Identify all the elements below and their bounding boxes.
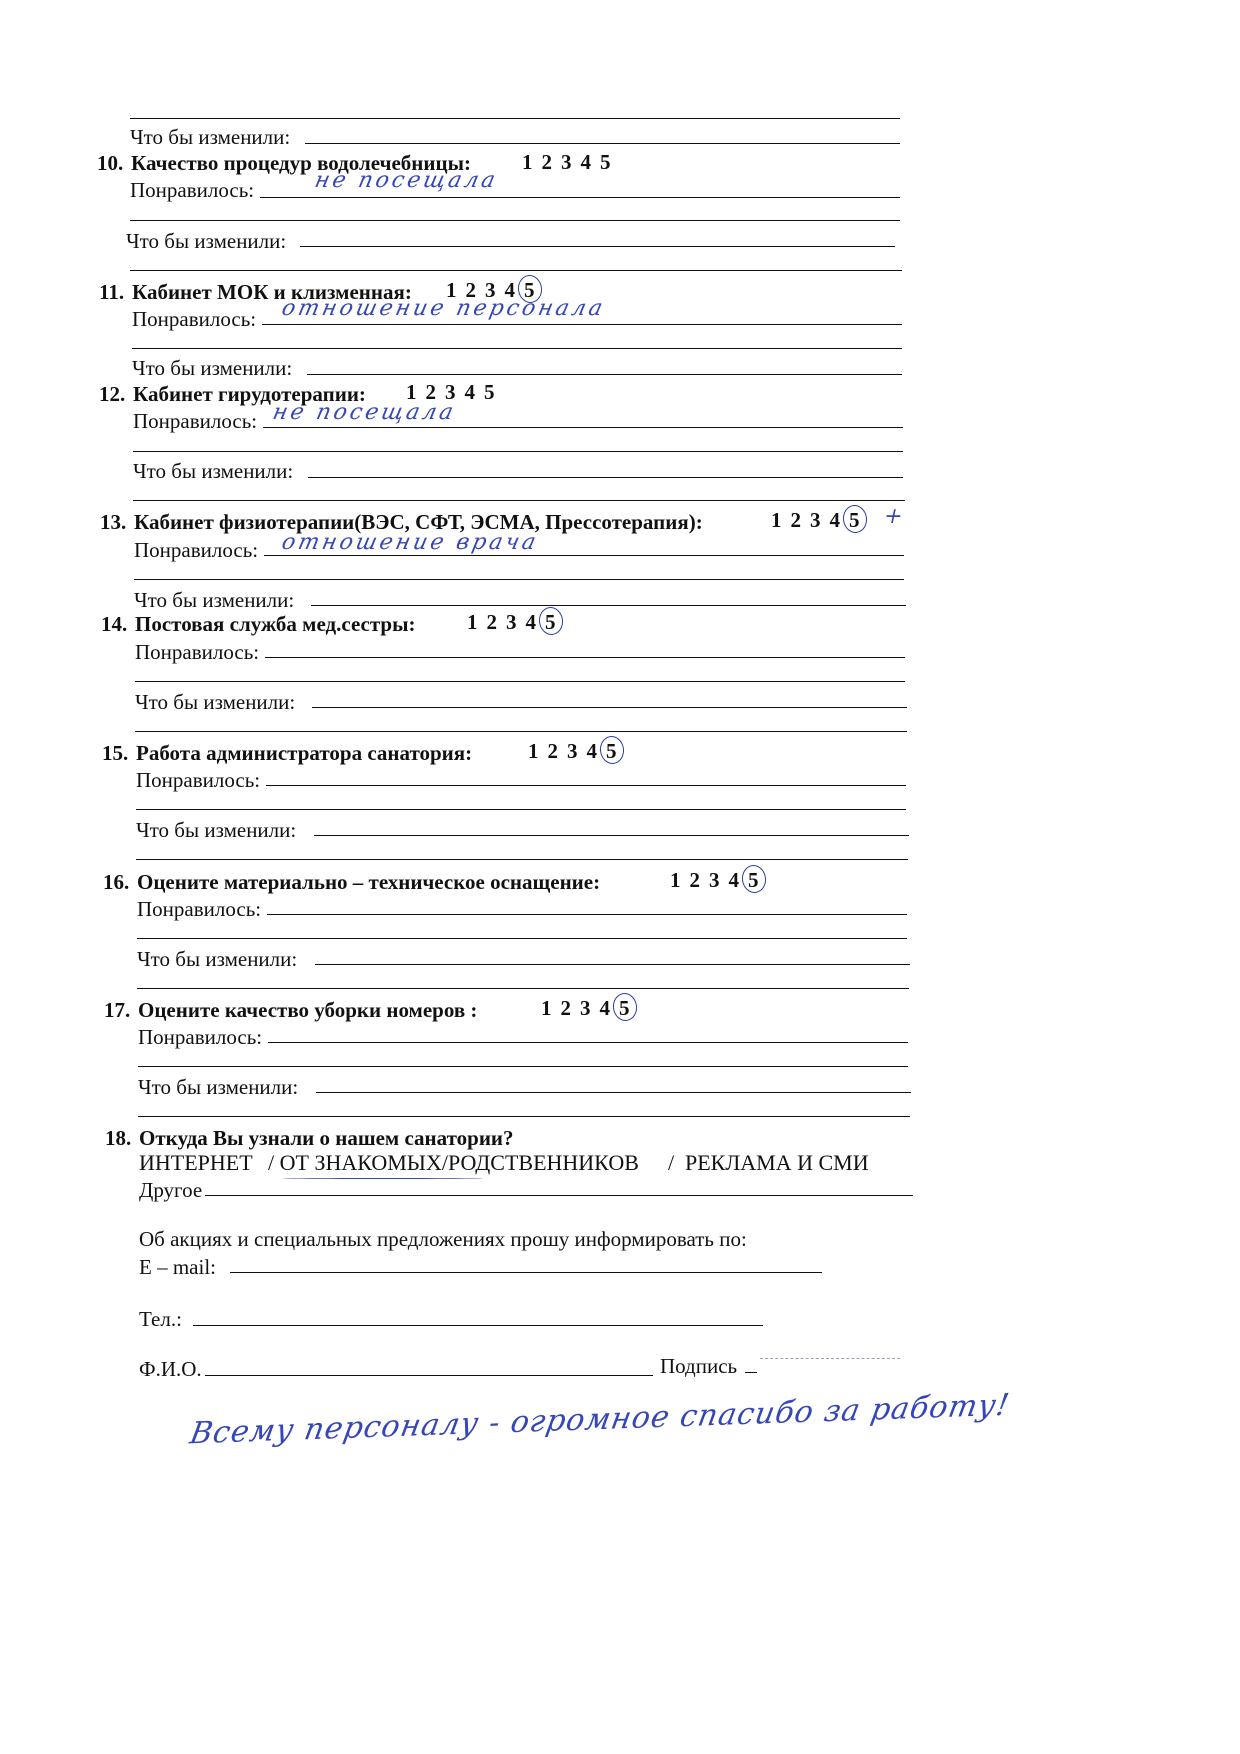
rating-5-selected[interactable]: 5 xyxy=(524,278,535,302)
rating-4[interactable]: 4 xyxy=(504,278,515,302)
rating-4[interactable]: 4 xyxy=(580,150,591,174)
plus-mark: + xyxy=(881,504,906,529)
liked-line[interactable] xyxy=(260,197,900,198)
option-separator: / xyxy=(668,1150,675,1175)
answer-line[interactable] xyxy=(130,118,900,119)
rating-scale[interactable] xyxy=(670,870,768,891)
rating-1[interactable]: 1 xyxy=(541,996,552,1020)
rating-4[interactable]: 4 xyxy=(586,739,597,763)
selected-option-underline xyxy=(283,1178,483,1179)
question-title: Работа администратора санатория: xyxy=(136,741,473,765)
rating-2[interactable]: 2 xyxy=(689,868,700,892)
answer-line[interactable] xyxy=(130,270,902,271)
email-line[interactable] xyxy=(230,1272,822,1273)
question-number: 12. xyxy=(99,382,126,406)
rating-1[interactable]: 1 xyxy=(406,380,417,404)
rating-2[interactable]: 2 xyxy=(547,739,558,763)
rating-4[interactable]: 4 xyxy=(599,996,610,1020)
change-line[interactable] xyxy=(307,374,902,375)
change-line[interactable] xyxy=(311,605,906,606)
change-label: Что бы изменили: xyxy=(133,459,294,483)
question-title: Откуда Вы узнали о нашем санатории? xyxy=(139,1126,514,1150)
other-label: Другое xyxy=(139,1178,203,1202)
rating-1[interactable]: 1 xyxy=(467,610,478,634)
rating-2[interactable]: 2 xyxy=(541,150,552,174)
promo-text: Об акциях и специальных предложениях прошу информировать по: xyxy=(139,1227,747,1251)
liked-label: Понравилось: xyxy=(138,1025,263,1049)
change-label: Что бы изменили: xyxy=(136,818,297,842)
rating-2[interactable]: 2 xyxy=(465,278,476,302)
rating-5-selected[interactable]: 5 xyxy=(545,610,556,634)
answer-line[interactable] xyxy=(134,579,904,580)
rating-5[interactable]: 5 xyxy=(600,150,611,174)
answer-line[interactable] xyxy=(136,859,908,860)
change-label: Что бы изменили: xyxy=(132,356,293,380)
rating-3[interactable]: 3 xyxy=(567,739,578,763)
option-internet[interactable]: ИНТЕРНЕТ xyxy=(139,1150,253,1175)
rating-scale[interactable] xyxy=(771,510,869,531)
change-label: Что бы изменили: xyxy=(126,229,287,253)
change-label: Что бы изменили: xyxy=(138,1075,299,1099)
liked-label: Понравилось: xyxy=(134,538,259,562)
liked-line[interactable] xyxy=(263,427,903,428)
answer-line[interactable] xyxy=(135,731,907,732)
change-line[interactable] xyxy=(312,707,907,708)
question-number: 15. xyxy=(102,741,129,765)
liked-line[interactable] xyxy=(265,657,905,658)
rating-5[interactable]: 5 xyxy=(484,380,495,404)
rating-3[interactable]: 3 xyxy=(445,380,456,404)
rating-1[interactable]: 1 xyxy=(522,150,533,174)
fio-label: Ф.И.О. xyxy=(139,1357,202,1381)
question-title: Кабинет физиотерапии(ВЭС, СФТ, ЭСМА, Прессотерапия): xyxy=(134,510,703,534)
rating-3[interactable]: 3 xyxy=(485,278,496,302)
question-number: 13. xyxy=(100,510,127,534)
rating-2[interactable]: 2 xyxy=(486,610,497,634)
answer-line[interactable] xyxy=(133,451,903,452)
liked-line[interactable] xyxy=(264,555,904,556)
rating-5-selected[interactable]: 5 xyxy=(619,996,630,1020)
question-title: Постовая служба мед.сестры: xyxy=(135,612,416,636)
signature-label: Подпись xyxy=(660,1354,738,1378)
answer-line[interactable] xyxy=(136,809,906,810)
rating-4[interactable]: 4 xyxy=(728,868,739,892)
question-number: 17. xyxy=(104,998,131,1022)
liked-label: Понравилось: xyxy=(132,307,257,331)
rating-3[interactable]: 3 xyxy=(506,610,517,634)
fio-line[interactable] xyxy=(205,1375,653,1376)
liked-label: Понравилось: xyxy=(136,768,261,792)
question-title: Качество процедур водолечебницы: xyxy=(131,151,471,175)
change-line[interactable] xyxy=(305,143,900,144)
answer-line[interactable] xyxy=(133,500,905,501)
change-label: Что бы изменили: xyxy=(137,947,298,971)
question-number: 16. xyxy=(103,870,130,894)
signature-scribble xyxy=(760,1358,900,1369)
change-line[interactable] xyxy=(300,246,895,247)
liked-answer: не посещала xyxy=(270,400,459,425)
liked-label: Понравилось: xyxy=(137,897,262,921)
answer-line[interactable] xyxy=(137,938,907,939)
question-title: Кабинет гирудотерапии: xyxy=(133,382,366,406)
question-title: Оцените качество уборки номеров : xyxy=(138,998,478,1022)
handwritten-comment: Всему персоналу - огромное спасибо за работу! xyxy=(187,1387,1013,1452)
change-label: Что бы изменили: xyxy=(135,690,296,714)
rating-1[interactable]: 1 xyxy=(528,739,539,763)
option-friends-relatives[interactable]: / ОТ ЗНАКОМЫХ/РОДСТВЕННИКОВ xyxy=(268,1150,639,1175)
liked-label: Понравилось: xyxy=(133,409,258,433)
liked-line[interactable] xyxy=(262,324,902,325)
rating-5-selected[interactable]: 5 xyxy=(606,739,617,763)
rating-1[interactable]: 1 xyxy=(446,278,457,302)
change-line[interactable] xyxy=(308,477,903,478)
rating-1[interactable]: 1 xyxy=(670,868,681,892)
email-label: E – mail: xyxy=(139,1255,216,1279)
phone-label: Тел.: xyxy=(139,1307,182,1331)
question-number: 18. xyxy=(105,1126,132,1150)
change-label: Что бы изменили: xyxy=(130,125,291,149)
phone-line[interactable] xyxy=(193,1325,763,1326)
question-number: 10. xyxy=(97,151,124,175)
rating-2[interactable]: 2 xyxy=(425,380,436,404)
liked-line[interactable] xyxy=(267,914,907,915)
answer-line[interactable] xyxy=(130,220,900,221)
change-line[interactable] xyxy=(316,1092,911,1093)
answer-line[interactable] xyxy=(138,1066,908,1067)
rating-5-selected[interactable]: 5 xyxy=(849,508,860,532)
liked-answer: не посещала xyxy=(312,168,501,193)
liked-line[interactable] xyxy=(268,1042,908,1043)
rating-1[interactable]: 1 xyxy=(771,508,782,532)
rating-2[interactable]: 2 xyxy=(790,508,801,532)
answer-line[interactable] xyxy=(132,348,902,349)
rating-3[interactable]: 3 xyxy=(561,150,572,174)
liked-line[interactable] xyxy=(266,785,906,786)
rating-4[interactable]: 4 xyxy=(525,610,536,634)
change-line[interactable] xyxy=(314,835,909,836)
rating-3[interactable]: 3 xyxy=(810,508,821,532)
question-number: 14. xyxy=(101,612,128,636)
liked-label: Понравилось: xyxy=(135,640,260,664)
rating-scale[interactable] xyxy=(522,152,620,173)
signature-line[interactable] xyxy=(745,1372,757,1373)
rating-4[interactable]: 4 xyxy=(829,508,840,532)
answer-line[interactable] xyxy=(137,988,909,989)
question-title: Кабинет МОК и клизменная: xyxy=(132,280,412,304)
rating-scale[interactable] xyxy=(467,612,565,633)
rating-4[interactable]: 4 xyxy=(464,380,475,404)
answer-line[interactable] xyxy=(135,681,905,682)
rating-3[interactable]: 3 xyxy=(580,996,591,1020)
answer-line[interactable] xyxy=(138,1116,910,1117)
rating-scale[interactable] xyxy=(528,741,626,762)
other-line[interactable] xyxy=(205,1195,913,1196)
change-label: Что бы изменили: xyxy=(134,588,295,612)
rating-5-selected[interactable]: 5 xyxy=(748,868,759,892)
question-number: 11. xyxy=(99,280,125,304)
question-title: Оцените материально – техническое оснащение: xyxy=(137,870,601,894)
option-advertising-media[interactable]: РЕКЛАМА И СМИ xyxy=(685,1150,869,1175)
rating-3[interactable]: 3 xyxy=(709,868,720,892)
liked-answer: отношение врача xyxy=(279,530,541,555)
rating-2[interactable]: 2 xyxy=(560,996,571,1020)
change-line[interactable] xyxy=(315,964,910,965)
rating-scale[interactable] xyxy=(541,998,639,1019)
liked-label: Понравилось: xyxy=(130,178,255,202)
liked-answer: отношение персонала xyxy=(279,296,608,321)
